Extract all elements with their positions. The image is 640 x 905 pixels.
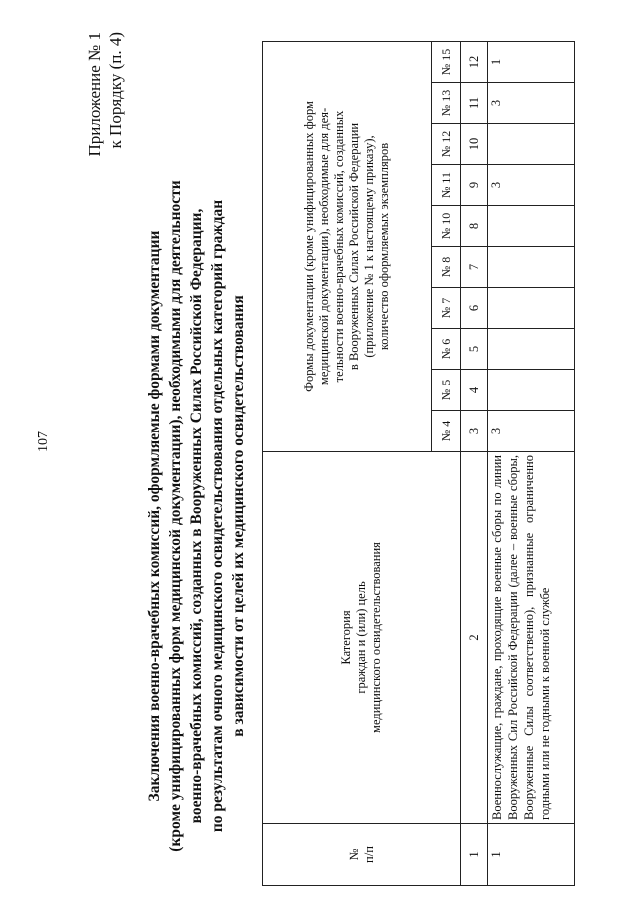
title-line: (кроме унифицированных форм медицинской документации), необходимыми для деятельности (167, 180, 184, 852)
appendix-label (84, 32, 126, 156)
header-number: № п/п (263, 824, 461, 886)
appendix-line-2: к Порядку (п. 4) (106, 32, 125, 149)
column-number: 12 (461, 41, 488, 82)
page-number: 107 (36, 431, 51, 452)
row-value (488, 329, 575, 370)
form-number: № 8 (432, 247, 461, 288)
row-description: Военнослужащие, граждане, проходящие военные сборы по линии Вооруженных Сил Российской Федерации (далее – военные сборы, Вооруженные Силы соответственно), признанные ограниченно годными или не годными к военной службе (488, 452, 575, 824)
row-value: 3 (488, 165, 575, 206)
row-value (488, 206, 575, 247)
column-number: 9 (461, 165, 488, 206)
column-number: 5 (461, 329, 488, 370)
table-row (488, 41, 575, 885)
row-value: 3 (488, 83, 575, 124)
conclusions-table (262, 41, 575, 886)
column-number-row (461, 41, 488, 885)
form-number: № 12 (432, 124, 461, 165)
form-number: № 4 (432, 411, 461, 452)
row-value (488, 247, 575, 288)
header-forms: Формы документации (кроме унифицированных форм медицинской документации), необходимые для дея- тельности военно-врачебных комиссий, созданных в Вооруженных Силах Российской Федерации (приложение № 1 к настоящему приказу), количество оформляемых экземпляров (263, 41, 432, 451)
column-number: 3 (461, 411, 488, 452)
form-number: № 7 (432, 288, 461, 329)
appendix-line-1: Приложение № 1 (85, 32, 104, 157)
column-number: 10 (461, 124, 488, 165)
title-line: Заключения военно-врачебных комиссий, оформляемые формами документации (146, 230, 163, 802)
form-number: № 6 (432, 329, 461, 370)
row-value (488, 124, 575, 165)
row-value: 3 (488, 411, 575, 452)
column-number: 11 (461, 83, 488, 124)
column-number: 4 (461, 370, 488, 411)
title-line: военно-врачебных комиссий, созданных в Вооруженных Силах Российской Федерации, (188, 208, 205, 824)
form-number: № 5 (432, 370, 461, 411)
rotated-sheet (84, 26, 640, 886)
header-category: Категория граждан и (или) цель медицинского освидетельствования (263, 452, 461, 824)
form-number: № 10 (432, 206, 461, 247)
column-number: 6 (461, 288, 488, 329)
form-number: № 11 (432, 165, 461, 206)
document-title (144, 166, 249, 866)
row-number: 1 (488, 824, 575, 886)
form-number: № 15 (432, 41, 461, 82)
form-number: № 13 (432, 83, 461, 124)
column-number: 7 (461, 247, 488, 288)
column-number: 2 (461, 452, 488, 824)
title-line: по результатам очного медицинского освидетельствования отдельных категорий граждан (209, 199, 226, 833)
row-value: 1 (488, 41, 575, 82)
column-number: 8 (461, 206, 488, 247)
title-line: в зависимости от целей их медицинского освидетельствования (230, 295, 247, 737)
column-number: 1 (461, 824, 488, 886)
row-value (488, 288, 575, 329)
row-value (488, 370, 575, 411)
